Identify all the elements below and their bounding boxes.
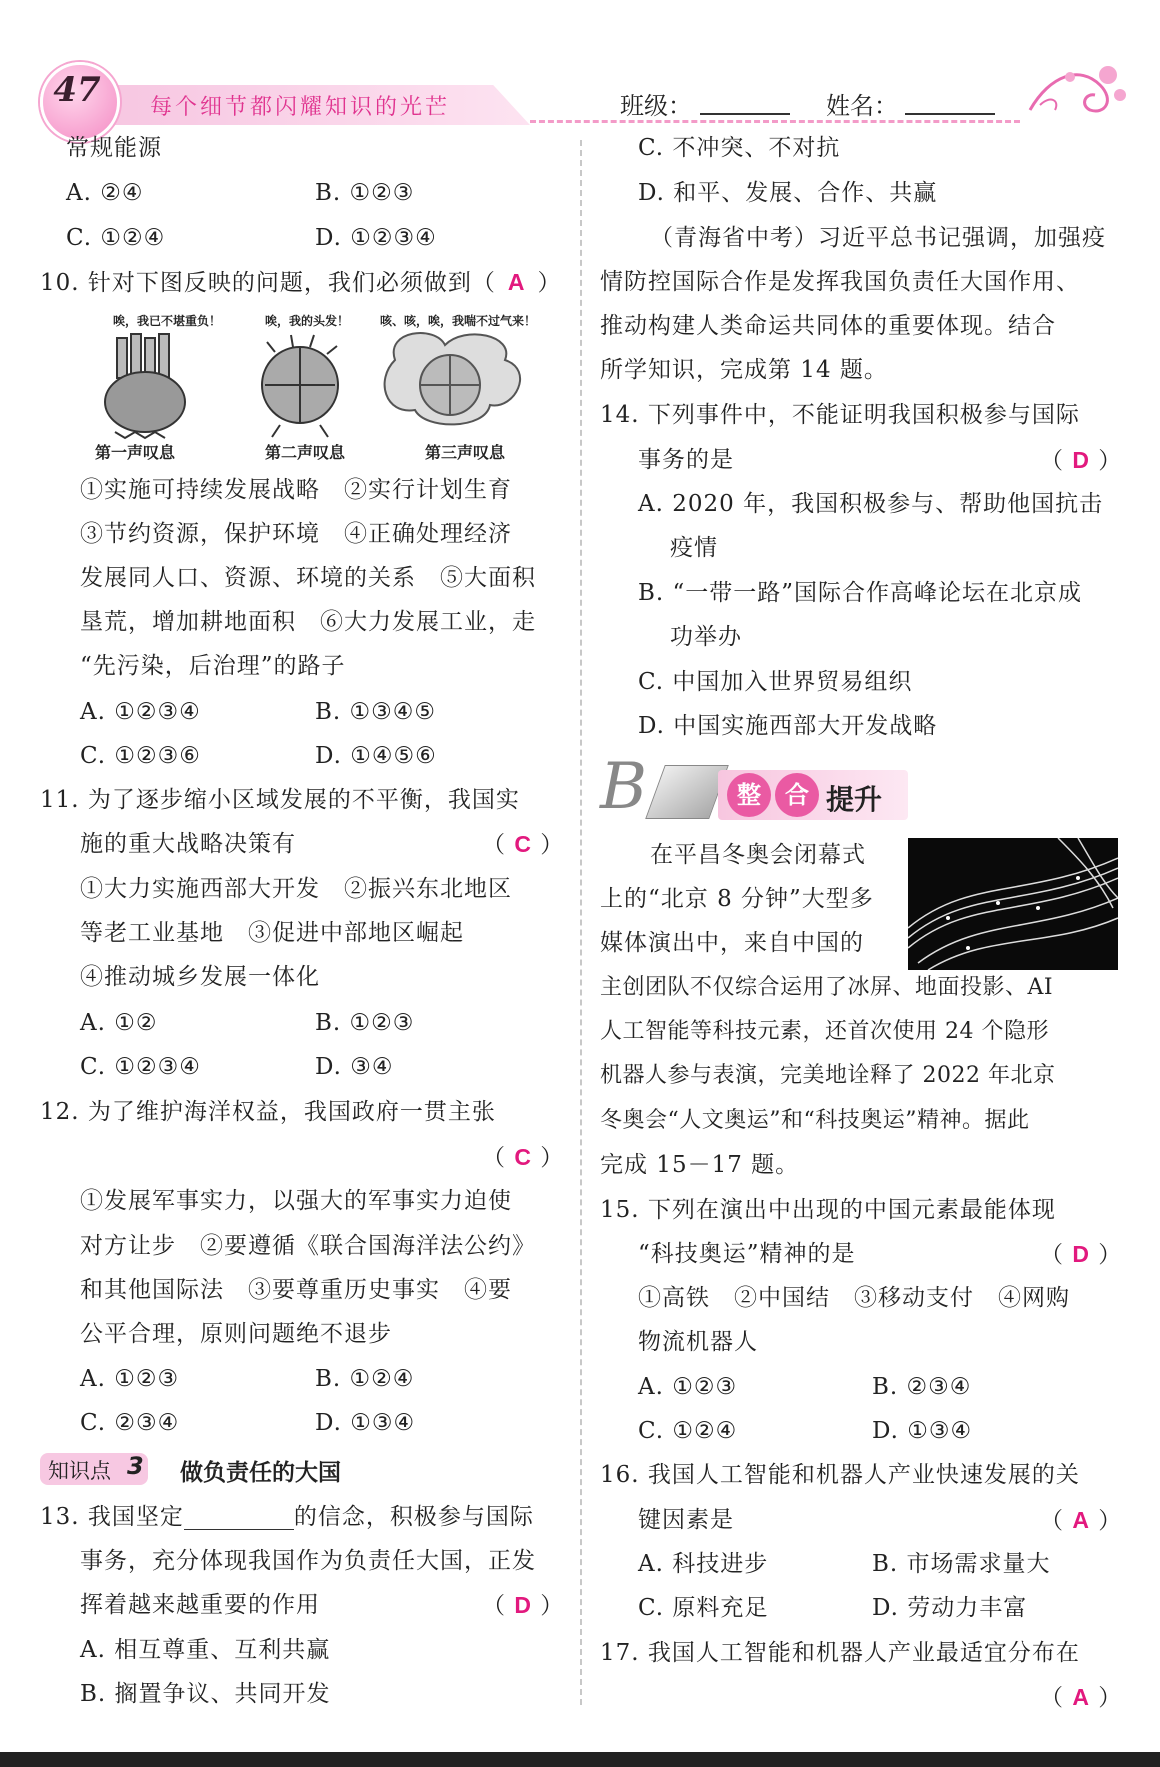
- question-13: 13. 我国坚定 的信念，积极参与国际: [40, 1504, 534, 1530]
- choice-c: C. ②③④: [80, 1410, 180, 1436]
- q10-option-line: 发展同人口、资源、环境的关系 ⑤大面积: [80, 565, 536, 591]
- caption-1: 第一声叹息: [95, 443, 176, 462]
- passage-line: 人工智能等科技元素，还首次使用 24 个隐形: [600, 1019, 1049, 1044]
- passage-line: 冬奥会“人文奥运”和“科技奥运”精神。据此: [600, 1108, 1030, 1133]
- name-blank: [905, 113, 995, 115]
- q12-option-line: ①发展军事实力，以强大的军事实力迫使: [80, 1188, 512, 1214]
- choice-d: D. ①③④: [315, 1410, 416, 1436]
- choice-c: C. 不冲突、不对抗: [638, 135, 841, 161]
- choice-d: D. ③④: [315, 1054, 394, 1080]
- cartoon-drawings: [95, 330, 555, 440]
- class-blank: [700, 113, 790, 115]
- section-b-letter: B: [600, 750, 648, 824]
- q15-option-line: 物流机器人: [638, 1329, 758, 1355]
- choice-a: A. 2020 年，我国积极参与、帮助他国抗击: [638, 491, 1104, 517]
- choice-c: C. ①②③④: [80, 1054, 201, 1080]
- passage-line: 媒体演出中，来自中国的: [600, 930, 864, 956]
- beijing-8-minutes-photo: [908, 838, 1118, 970]
- knowledge-point-title: 做负责任的大国: [180, 1460, 341, 1486]
- answer-12: （ C ）: [482, 1144, 565, 1171]
- choice-d: D. 劳动力丰富: [872, 1595, 1028, 1621]
- knowledge-point-label: 知识点: [48, 1459, 111, 1483]
- q12-option-line: 公平合理，原则问题绝不退步: [80, 1321, 392, 1347]
- caption-2: 第二声叹息: [265, 443, 346, 462]
- choice-c: C. ①②④: [66, 225, 166, 251]
- choice-d: D. ①②③④: [315, 225, 437, 251]
- choice-c: C. ①②③⑥: [80, 743, 201, 769]
- header-slogan: 每个细节都闪耀知识的光芒: [150, 95, 451, 120]
- caption-3: 第三声叹息: [425, 443, 506, 462]
- choice-c: C. ①②④: [638, 1418, 738, 1444]
- q10-option-line: 垦荒，增加耕地面积 ⑥大力发展工业，走: [80, 609, 536, 635]
- question-15-cont: “科技奥运”精神的是: [638, 1241, 856, 1267]
- passage-line: （青海省中考）习近平总书记强调，加强疫: [650, 225, 1106, 251]
- column-divider: [580, 140, 582, 1705]
- q11-option-line: 等老工业基地 ③促进中部地区崛起: [80, 920, 464, 946]
- q12-option-line: 和其他国际法 ③要尊重历史事实 ④要: [80, 1277, 512, 1303]
- choice-b: B. ①②③: [315, 1010, 415, 1036]
- choice-b-cont: 功举办: [670, 624, 742, 650]
- q15-option-line: ①高铁 ②中国结 ③移动支付 ④网购: [638, 1285, 1070, 1311]
- passage-line: 完成 15－17 题。: [600, 1152, 800, 1178]
- q10-option-line: “先污染，后治理”的路子: [80, 653, 346, 679]
- choice-a: A. 科技进步: [638, 1551, 769, 1577]
- choice-d: D. ①③④: [872, 1418, 973, 1444]
- passage-line: 主创团队不仅综合运用了冰屏、地面投影、AI: [600, 975, 1054, 1000]
- question-11-cont: 施的重大战略决策有: [80, 831, 296, 857]
- choice-b: B. ①②④: [315, 1366, 415, 1392]
- choice-b: B. ①③④⑤: [315, 699, 437, 725]
- choice-a: A. 相互尊重、互利共赢: [80, 1637, 331, 1663]
- answer-13: （ D ）: [482, 1592, 565, 1619]
- q10-option-line: ①实施可持续发展战略 ②实行计划生育: [80, 477, 512, 503]
- passage-line: 机器人参与表演，完美地诠释了 2022 年北京: [600, 1063, 1056, 1088]
- section-b-title: 提升: [826, 783, 883, 816]
- question-17: 17. 我国人工智能和机器人产业最适宜分布在: [600, 1640, 1080, 1666]
- answer-15: （ D ）: [1040, 1241, 1123, 1268]
- passage-line: 情防控国际合作是发挥我国负责任大国作用、: [600, 269, 1080, 295]
- choice-a: A. ①②③: [80, 1366, 180, 1392]
- answer-10: A: [507, 269, 526, 295]
- speech-1: 唉，我已不堪重负！: [113, 314, 222, 328]
- choice-c: C. 中国加入世界贸易组织: [638, 669, 913, 695]
- question-14-cont: 事务的是: [638, 447, 734, 473]
- choice-c: C. 原料充足: [638, 1595, 769, 1621]
- choice-d: D. ①④⑤⑥: [315, 743, 437, 769]
- q11-option-line: ①大力实施西部大开发 ②振兴东北地区: [80, 876, 512, 902]
- question-13-cont: 事务，充分体现我国作为负责任大国，正发: [80, 1548, 536, 1574]
- choice-d: D. 和平、发展、合作、共赢: [638, 180, 938, 206]
- choice-d: D. 中国实施西部大开发战略: [638, 713, 938, 739]
- floral-ornament-icon: [1020, 55, 1130, 125]
- choice-b: B. 搁置争议、共同开发: [80, 1681, 331, 1707]
- speech-2: 唉，我的头发！: [265, 314, 350, 328]
- question-14: 14. 下列事件中，不能证明我国积极参与国际: [600, 402, 1080, 428]
- choice-b: B. ①②③: [315, 180, 415, 206]
- answer-14: （ D ）: [1040, 447, 1123, 474]
- section-b-circle-2: 合: [775, 773, 819, 817]
- passage-line: 在平昌冬奥会闭幕式: [650, 842, 866, 868]
- page-number: 47: [53, 70, 101, 110]
- class-label: 班级：: [620, 92, 692, 120]
- passage-line: 上的“北京 8 分钟”大型多: [600, 886, 874, 912]
- fill-blank: [184, 1507, 294, 1530]
- choice-a: A. ①②③: [638, 1374, 738, 1400]
- choice-a: A. ①②: [80, 1010, 158, 1036]
- q11-option-line: ④推动城乡发展一体化: [80, 964, 320, 990]
- earth-sighs-cartoon: [95, 312, 555, 462]
- light-trails-graphic: [908, 838, 1118, 970]
- question-16-cont: 键因素是: [638, 1507, 734, 1533]
- choice-b: B. “一带一路”国际合作高峰论坛在北京成: [638, 580, 1083, 606]
- choice-b: B. ②③④: [872, 1374, 972, 1400]
- answer-11: （ C ）: [482, 831, 565, 858]
- text-line: 常规能源: [66, 135, 162, 161]
- name-label: 姓名：: [826, 92, 898, 120]
- choice-a-cont: 疫情: [670, 535, 718, 561]
- bottom-bar: [0, 1752, 1160, 1767]
- choice-a: A. ①②③④: [80, 699, 201, 725]
- question-12: 12. 为了维护海洋权益，我国政府一贯主张: [40, 1099, 496, 1125]
- speech-3: 咳、咳，唉，我喘不过气来！: [380, 314, 537, 328]
- question-11: 11. 为了逐步缩小区域发展的不平衡，我国实: [40, 787, 520, 813]
- choice-a: A. ②④: [66, 180, 144, 206]
- q10-option-line: ③节约资源，保护环境 ④正确处理经济: [80, 521, 512, 547]
- passage-line: 推动构建人类命运共同体的重要体现。结合: [600, 313, 1056, 339]
- section-b-circle-1: 整: [727, 773, 771, 817]
- question-16: 16. 我国人工智能和机器人产业快速发展的关: [600, 1462, 1080, 1488]
- passage-line: 所学知识，完成第 14 题。: [600, 357, 888, 383]
- question-13-cont: 挥着越来越重要的作用: [80, 1592, 320, 1618]
- question-10: 10. 针对下图反映的问题，我们必须做到（ A ）: [40, 269, 562, 296]
- q12-option-line: 对方让步 ②要遵循《联合国海洋法公约》: [80, 1233, 536, 1259]
- header-dashed-line: [530, 120, 1020, 123]
- answer-16: （ A ）: [1040, 1507, 1123, 1534]
- knowledge-point-number: 3: [127, 1452, 144, 1480]
- books-icon: [645, 765, 729, 819]
- question-15: 15. 下列在演出中出现的中国元素最能体现: [600, 1197, 1056, 1223]
- choice-b: B. 市场需求量大: [872, 1551, 1051, 1577]
- answer-17: （ A ）: [1040, 1684, 1123, 1711]
